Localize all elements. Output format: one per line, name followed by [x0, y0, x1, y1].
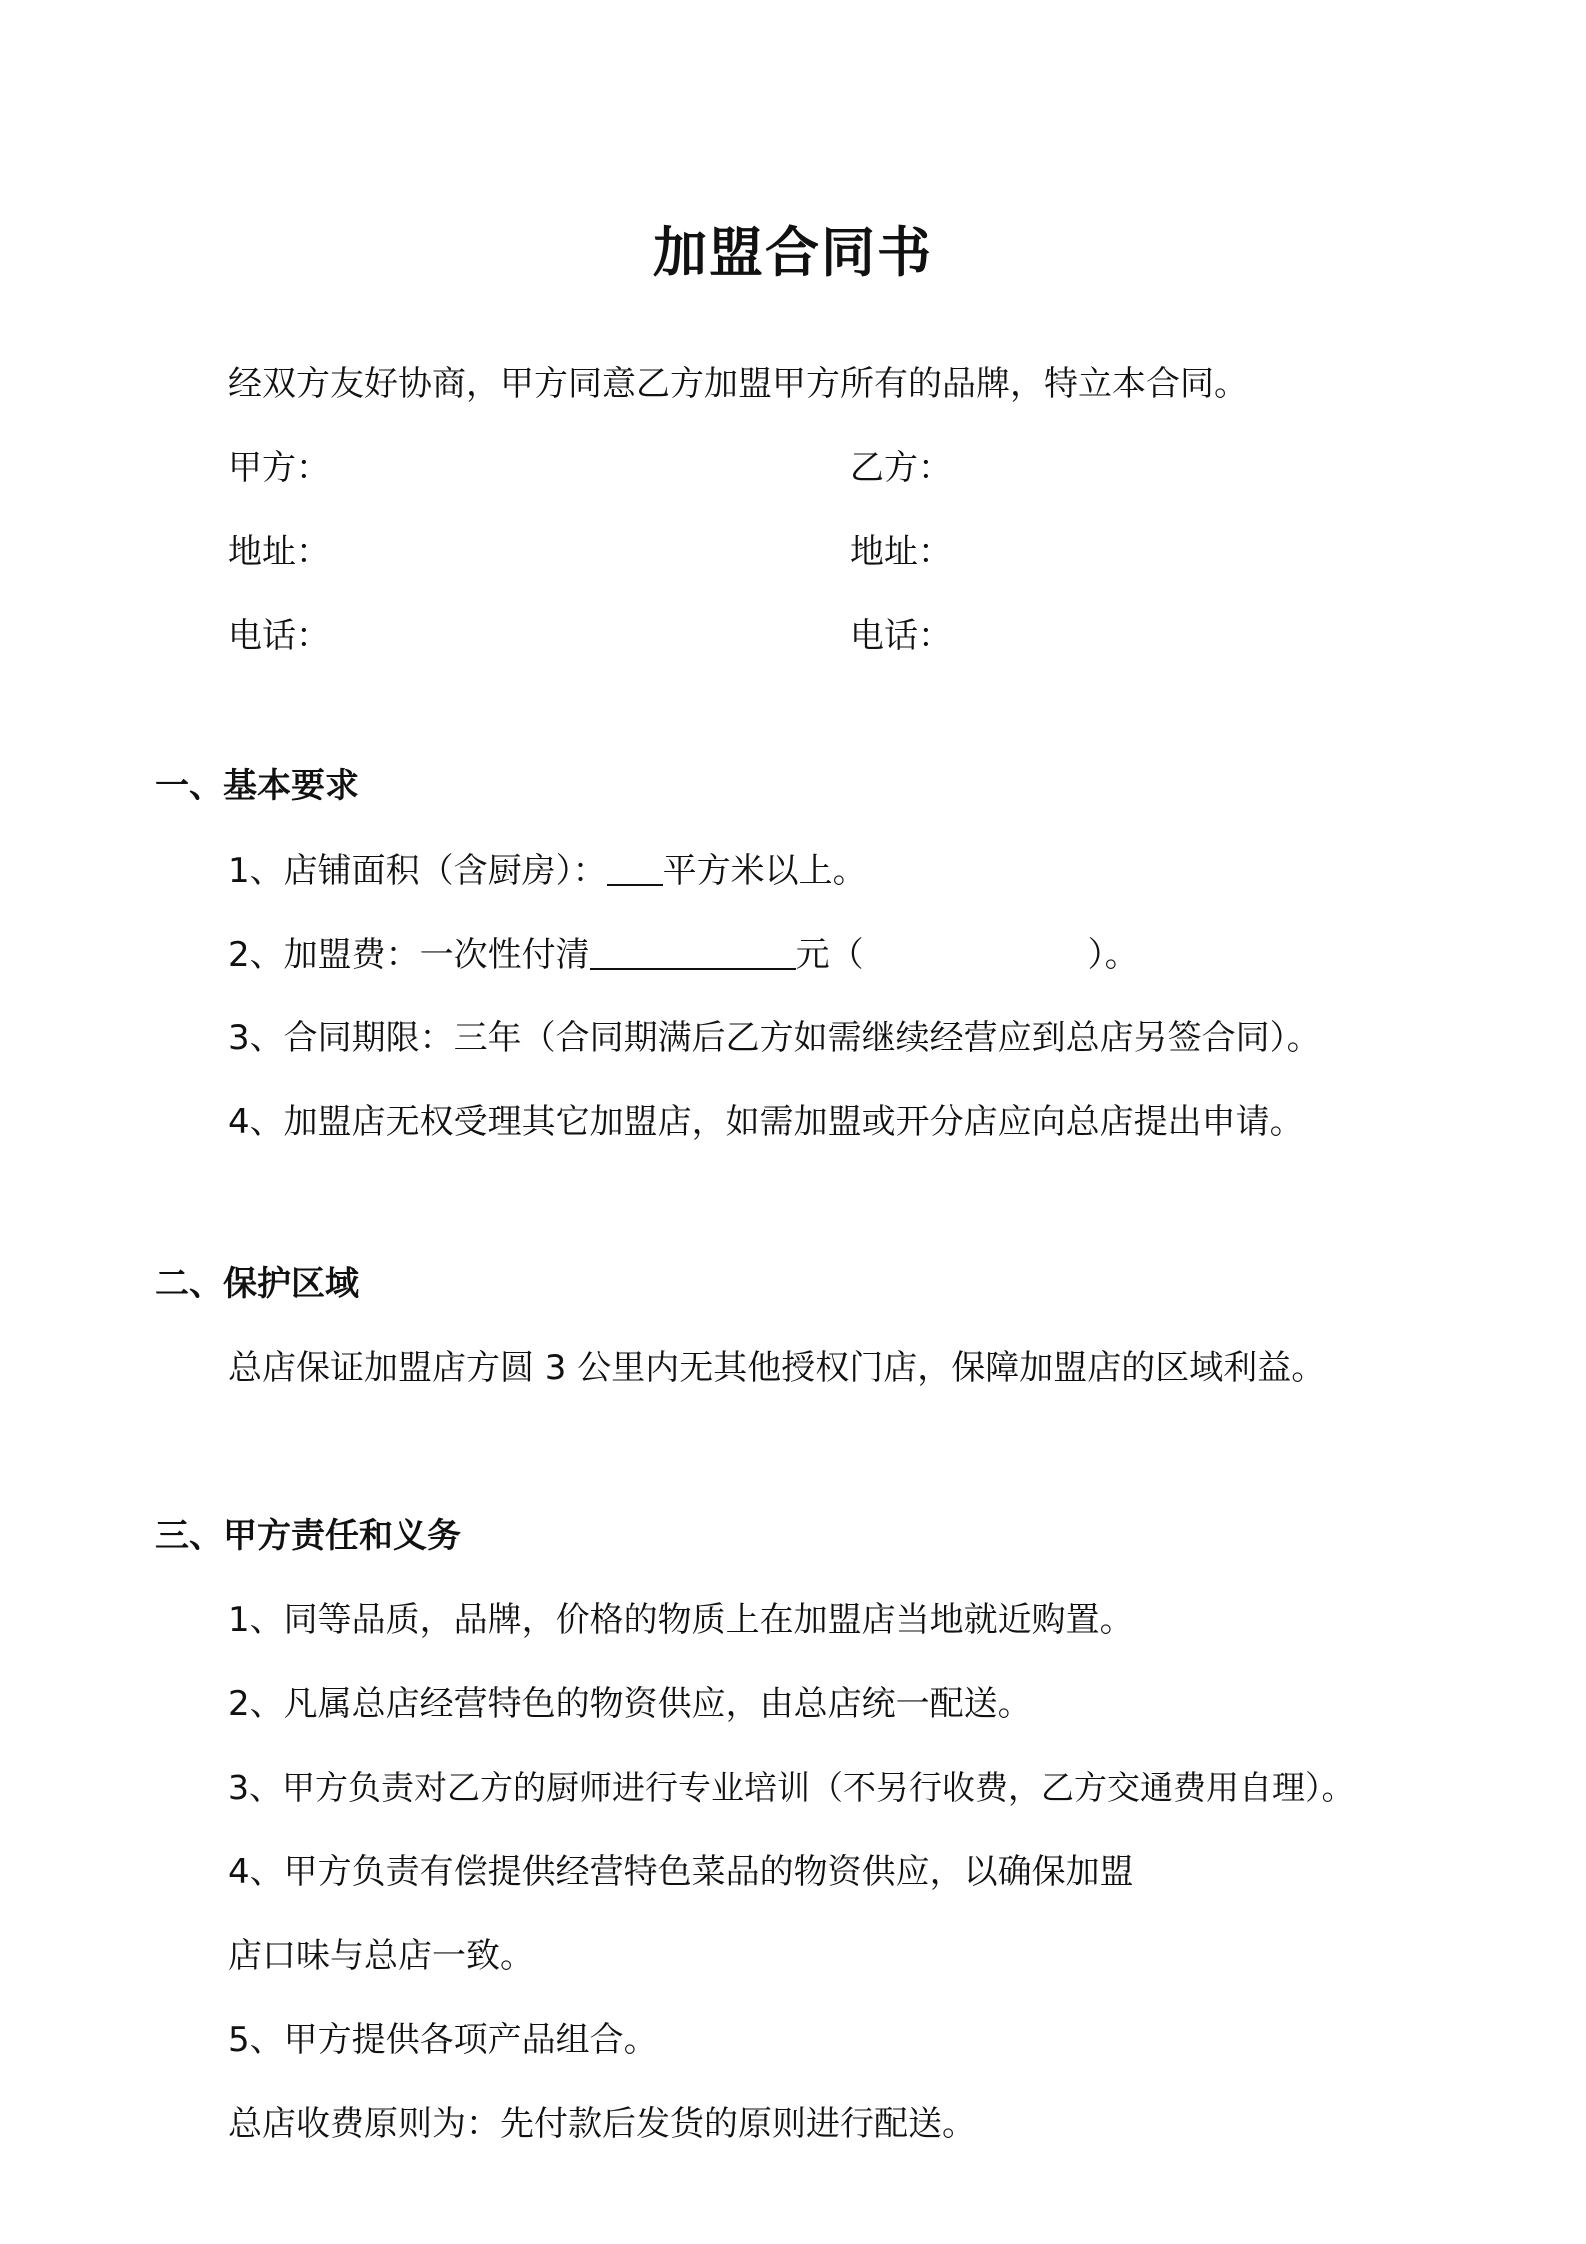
section-3-heading: 三、甲方责任和义务	[155, 1516, 461, 1556]
franchise-fee-mid: 元（	[795, 935, 864, 975]
section-3-item-4-line-2: 店口味与总店一致。	[228, 1936, 534, 1976]
party-a-address-label: 地址：	[228, 532, 330, 572]
section-1-item-1	[228, 848, 867, 893]
party-b-address-label: 地址：	[850, 532, 952, 572]
franchise-fee-blank	[590, 932, 796, 970]
intro-text: 经双方友好协商，甲方同意乙方加盟甲方所有的品牌，特立本合同。	[228, 364, 1248, 404]
section-3-item-3: 3、甲方负责对乙方的厨师进行专业培训（不另行收费，乙方交通费用自理）。	[228, 1768, 1355, 1807]
section-3-item-2: 2、凡属总店经营特色的物资供应，由总店统一配送。	[228, 1684, 1032, 1724]
document-title: 加盟合同书	[653, 221, 933, 284]
shop-area-suffix: 平方米以上。	[662, 851, 867, 891]
shop-area-blank	[607, 848, 663, 886]
section-2-text: 总店保证加盟店方圆 3 公里内无其他授权门店，保障加盟店的区域利益。	[228, 1348, 1326, 1388]
section-3-item-5: 5、甲方提供各项产品组合。	[228, 2020, 658, 2060]
section-3-item-4-line-1: 4、甲方负责有偿提供经营特色菜品的物资供应，以确保加盟	[228, 1852, 1134, 1892]
party-a-phone-label: 电话：	[228, 616, 330, 656]
section-1-item-2	[228, 932, 1139, 977]
section-1-item-4: 4、加盟店无权受理其它加盟店，如需加盟或开分店应向总店提出申请。	[228, 1102, 1304, 1142]
party-b-label: 乙方：	[850, 448, 952, 488]
section-2-heading: 二、保护区域	[155, 1264, 359, 1304]
party-a-label: 甲方：	[228, 448, 330, 488]
section-3-item-1: 1、同等品质，品牌，价格的物质上在加盟店当地就近购置。	[228, 1600, 1134, 1640]
shop-area-prefix: 1、店铺面积（含厨房）：	[228, 851, 607, 891]
section-1-heading: 一、基本要求	[155, 766, 359, 806]
section-1-item-3: 3、合同期限：三年（合同期满后乙方如需继续经营应到总店另签合同）。	[228, 1018, 1321, 1058]
party-b-phone-label: 电话：	[850, 616, 952, 656]
section-3-note: 总店收费原则为：先付款后发货的原则进行配送。	[228, 2104, 976, 2144]
franchise-fee-suffix: ）。	[1087, 935, 1139, 975]
franchise-fee-prefix: 2、加盟费：一次性付清	[228, 935, 590, 975]
